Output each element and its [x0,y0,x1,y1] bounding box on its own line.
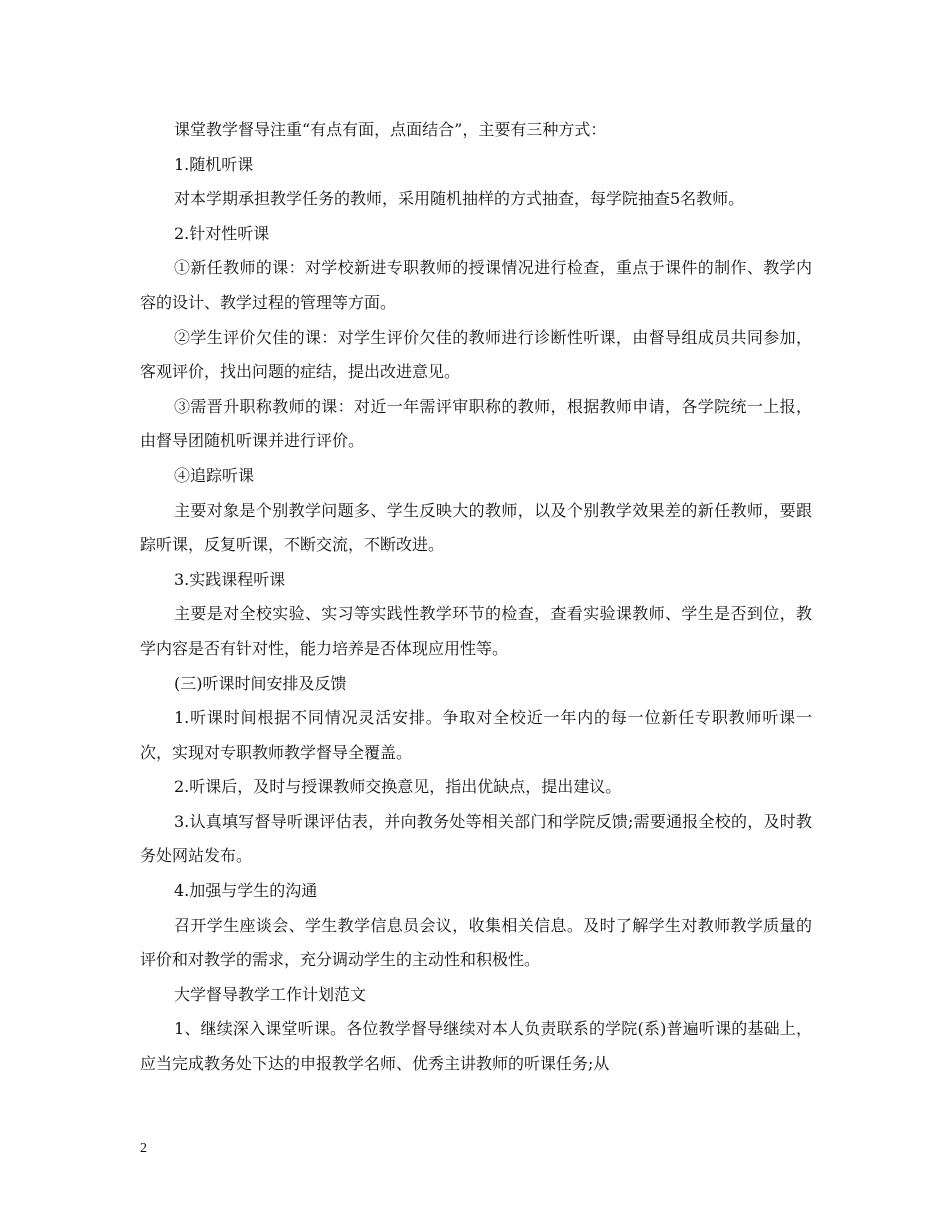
paragraph-schedule-1: 1.听课时间根据不同情况灵活安排。争取对全校近一年内的每一位新任专职教师听课一次，实现对专职教师教学督导全覆盖。 [140,708,812,762]
paragraph-random-observation: 对本学期承担教学任务的教师，采用随机抽样的方式抽查，每学院抽查5名教师。 [174,189,745,209]
paragraph-tracking-observation: 主要对象是个别教学问题多、学生反映大的教师，以及个别教学效果差的新任教师，要跟踪听课，反复听课，不断交流，不断改进。 [140,500,812,555]
paragraph-schedule-3: 3.认真填写督导听课评估表，并向教务处等相关部门和学院反馈;需要通报全校的，及时教务处网站发布。 [140,811,812,866]
paragraph-schedule-2: 2.听课后，及时与授课教师交换意见，指出优缺点，提出建议。 [174,777,622,797]
heading-plan-sample: 大学督导教学工作计划范文 [174,984,367,1004]
heading-schedule-feedback: (三)听课时间安排及反馈 [174,673,347,693]
heading-tracking-observation: ④追踪听课 [174,465,255,485]
paragraph-promotion: ③需晋升职称教师的课：对近一年需评审职称的教师，根据教师申请，各学院统一上报，由督导团随机听课并进行评价。 [140,396,812,451]
paragraph-new-teachers: ①新任教师的课：对学校新进专职教师的授课情况进行检查，重点于课件的制作、教学内容的设计、教学过程的管理等方面。 [140,258,812,312]
heading-targeted-observation: 2.针对性听课 [174,223,270,243]
heading-random-observation: 1.随机听课 [174,154,254,174]
document-body [140,113,812,1082]
paragraph-student-communication: 召开学生座谈会、学生教学信息员会议，收集相关信息。及时了解学生对教师教学质量的评价和对教学的需求，充分调动学生的主动性和积极性。 [140,915,812,970]
heading-practice-course: 3.实践课程听课 [174,569,286,589]
paragraph-plan-item-1: 1、继续深入课堂听课。各位教学督导继续对本人负责联系的学院(系)普遍听课的基础上，应当完成教务处下达的申报教学名师、优秀主讲教师的听课任务;从 [140,1019,812,1074]
paragraph-poor-evaluation: ②学生评价欠佳的课：对学生评价欠佳的教师进行诊断性听课，由督导组成员共同参加，客观评价，找出问题的症结，提出改进意见。 [140,327,812,382]
page-number: 2 [140,1141,147,1156]
paragraph-intro: 课堂教学督导注重“有点有面，点面结合”，主要有三种方式： [174,120,607,139]
paragraph-practice-course: 主要是对全校实验、实习等实践性教学环节的检查，查看实验课教师、学生是否到位，教学内容是否有针对性，能力培养是否体现应用性等。 [140,604,812,658]
heading-student-communication: 4.加强与学生的沟通 [174,881,318,901]
